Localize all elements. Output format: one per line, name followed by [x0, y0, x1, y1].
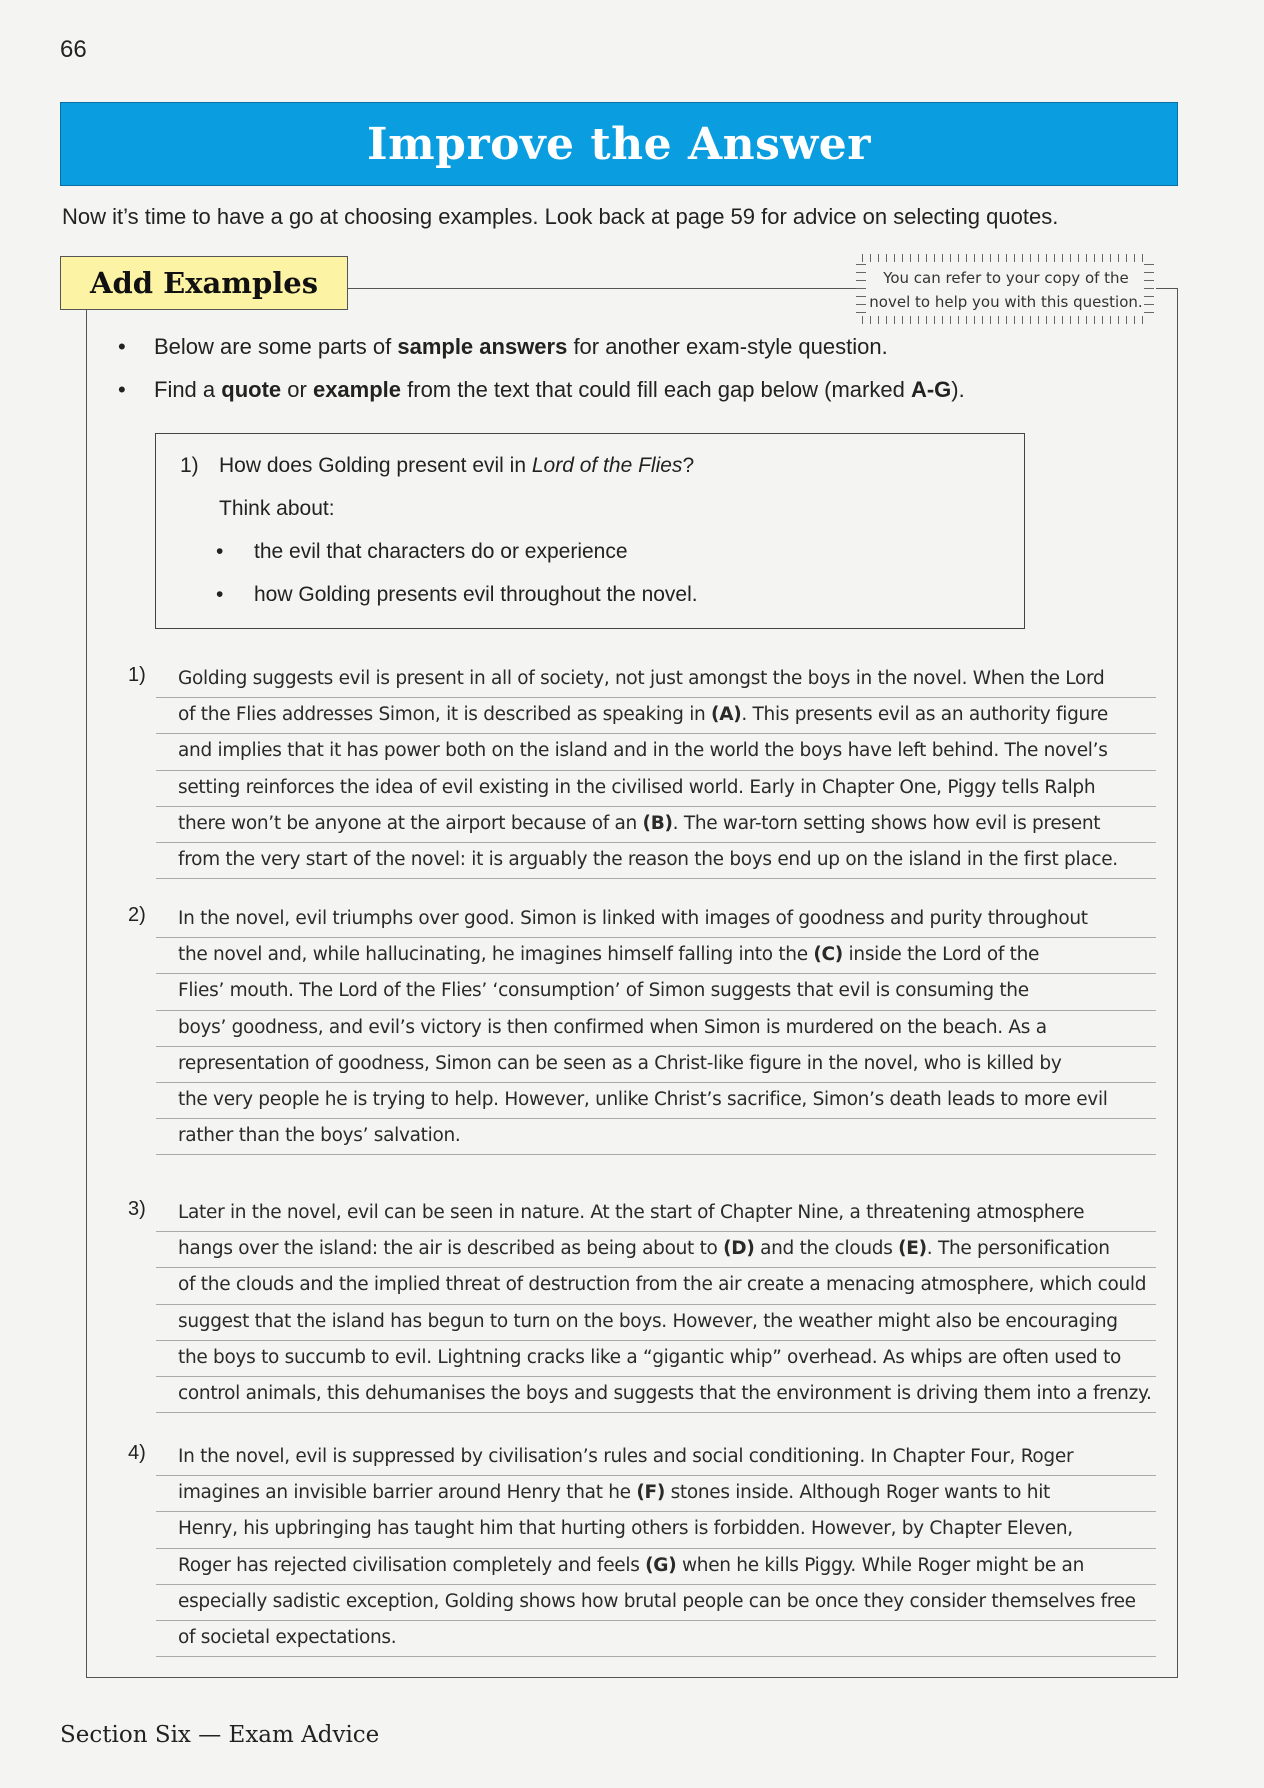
page-title: Improve the Answer: [367, 118, 871, 170]
bullet-point: •: [118, 334, 126, 359]
answer-line: and implies that it has power both on the island and in the world the boys have left behind. The novel’s: [156, 734, 1156, 770]
answer-line: In the novel, evil is suppressed by civilisation’s rules and social conditioning. In Chapter Four, Roger: [156, 1440, 1156, 1476]
answer-line: there won’t be anyone at the airport because of an (B). The war-torn setting shows how evil is present: [156, 807, 1156, 843]
section-tab-label: Add Examples: [89, 266, 319, 300]
gap-marker: (E): [898, 1238, 927, 1260]
answer-number: 1): [128, 664, 146, 686]
answer-line: of the clouds and the implied threat of destruction from the air create a menacing atmosphere, which could: [156, 1268, 1156, 1304]
gap-marker: (F): [636, 1482, 665, 1504]
answer-line: of societal expectations.: [156, 1621, 1156, 1657]
answer-lines: [156, 1440, 1156, 1657]
question-book-title: Lord of the Flies: [531, 454, 683, 477]
gap-marker: (A): [711, 704, 742, 726]
answer-line: representation of goodness, Simon can be seen as a Christ-like figure in the novel, who is killed by: [156, 1047, 1156, 1083]
answer-line: Flies’ mouth. The Lord of the Flies’ ‘consumption’ of Simon suggests that evil is consuming the: [156, 974, 1156, 1010]
question-text: How does Golding present evil in: [219, 454, 532, 477]
footer-section-label: Section Six — Exam Advice: [60, 1722, 380, 1748]
instruction-item: [116, 334, 965, 377]
question-think-about: Think about:: [219, 497, 335, 520]
answer-line: suggest that the island has begun to turn on the boys. However, the weather might also be encouraging: [156, 1305, 1156, 1341]
answer-lines: [156, 902, 1156, 1155]
gap-marker: (B): [642, 812, 673, 834]
question-number: 1): [180, 454, 199, 477]
answer-line: Henry, his upbringing has taught him that hurting others is forbidden. However, by Chapter Eleven,: [156, 1512, 1156, 1548]
page-number: 66: [60, 36, 87, 63]
side-note-line-2: novel to help you with this question.: [869, 293, 1143, 311]
instruction-text: for another exam-style question.: [567, 334, 888, 359]
answer-line: the very people he is trying to help. However, unlike Christ’s sacrifice, Simon’s death leads to more evil: [156, 1083, 1156, 1119]
instruction-text: or: [281, 377, 313, 402]
question-bullet-text: the evil that characters do or experience: [254, 540, 628, 563]
question-bullet: [216, 540, 628, 564]
answer-line: Golding suggests evil is present in all of society, not just amongst the boys in the novel. When the Lord: [156, 662, 1156, 698]
instruction-bold: A-G: [910, 377, 952, 402]
answer-line: the boys to succumb to evil. Lightning cracks like a “gigantic whip” overhead. As whips are often used to: [156, 1341, 1156, 1377]
side-note: [856, 252, 1156, 328]
answer-line: especially sadistic exception, Golding shows how brutal people can be once they consider themselves free: [156, 1585, 1156, 1621]
answer-number: 3): [128, 1198, 146, 1220]
side-note-border-left: [856, 264, 866, 316]
answer-line: Roger has rejected civilisation completely and feels (G) when he kills Piggy. While Roger might be an: [156, 1549, 1156, 1585]
answer-lines: [156, 662, 1156, 879]
title-banner: [60, 102, 1178, 186]
answer-line: In the novel, evil triumphs over good. Simon is linked with images of goodness and purity throughout: [156, 902, 1156, 938]
question-bullet: [216, 583, 698, 607]
answer-number: 4): [128, 1442, 146, 1464]
instruction-text: Below are some parts of: [154, 334, 398, 359]
bullet-point: •: [216, 583, 224, 606]
answer-line: boys’ goodness, and evil’s victory is then confirmed when Simon is murdered on the beach. As a: [156, 1011, 1156, 1047]
instruction-item: [116, 377, 965, 420]
bullet-point: •: [118, 377, 126, 402]
answer-line: from the very start of the novel: it is arguably the reason the boys end up on the island in the first place.: [156, 843, 1156, 879]
instruction-bold: quote: [221, 377, 282, 402]
answer-line: imagines an invisible barrier around Henry that he (F) stones inside. Although Roger wants to hit: [156, 1476, 1156, 1512]
answer-line: the novel and, while hallucinating, he imagines himself falling into the (C) inside the Lord of the: [156, 938, 1156, 974]
instruction-text: ).: [951, 377, 965, 402]
gap-marker: (G): [645, 1554, 677, 1576]
bullet-point: •: [216, 540, 224, 563]
question-text-end: ?: [682, 454, 695, 477]
instruction-text: Find a: [154, 377, 222, 402]
gap-marker: (D): [723, 1238, 755, 1260]
side-note-line-1: You can refer to your copy of the: [883, 269, 1129, 287]
section-tab: [60, 256, 348, 310]
question-bullet-text: how Golding presents evil throughout the novel.: [254, 583, 698, 606]
answer-line: control animals, this dehumanises the boys and suggests that the environment is driving them into a frenzy.: [156, 1377, 1156, 1413]
question-box: [155, 433, 1025, 629]
answer-line: of the Flies addresses Simon, it is described as speaking in (A). This presents evil as an authority figure: [156, 698, 1156, 734]
question-line: [180, 454, 694, 478]
answer-lines: [156, 1196, 1156, 1413]
intro-text: Now it’s time to have a go at choosing examples. Look back at page 59 for advice on selecting quotes.: [62, 204, 1059, 229]
answer-number: 2): [128, 904, 146, 926]
answer-line: Later in the novel, evil can be seen in nature. At the start of Chapter Nine, a threatening atmosphere: [156, 1196, 1156, 1232]
instructions-list: [116, 334, 965, 420]
answer-line: rather than the boys’ salvation.: [156, 1119, 1156, 1155]
instruction-text: from the text that could fill each gap below (marked: [401, 377, 911, 402]
answer-line: setting reinforces the idea of evil existing in the civilised world. Early in Chapter One, Piggy tells Ralph: [156, 771, 1156, 807]
side-note-border-right: [1144, 264, 1154, 316]
instruction-bold: sample answers: [397, 334, 568, 359]
gap-marker: (C): [813, 944, 843, 966]
instruction-bold: example: [312, 377, 402, 402]
answer-line: hangs over the island: the air is described as being about to (D) and the clouds (E). The personification: [156, 1232, 1156, 1268]
